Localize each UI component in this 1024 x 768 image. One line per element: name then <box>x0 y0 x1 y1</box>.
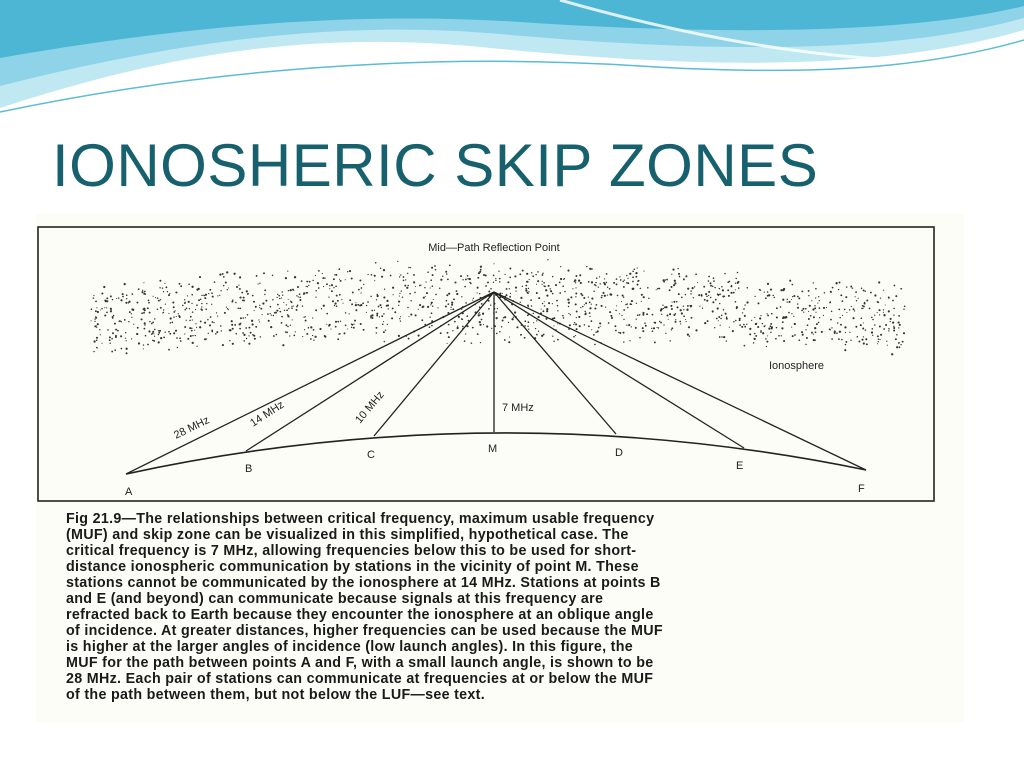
path-f-to-peak <box>494 292 866 470</box>
path-a-to-peak <box>126 292 494 474</box>
caption-line: refracted back to Earth because they encounter the ionosphere at an oblique angle <box>66 607 654 623</box>
slide-title: IONOSHERIC SKIP ZONES <box>52 132 819 199</box>
path-b-to-peak <box>246 292 494 451</box>
ionosphere-label: Ionosphere <box>769 360 825 372</box>
caption-line: stations cannot be communicated by the ionosphere at 14 MHz. Stations at points B <box>66 575 661 591</box>
caption-line: and E (and beyond) can communicate because signals at this frequency are <box>66 591 604 607</box>
skip-zone-diagram <box>36 214 964 514</box>
skip-zone-figure <box>36 214 964 722</box>
point-label-b: B <box>245 463 253 475</box>
point-label-a: A <box>125 486 133 498</box>
caption-line: (MUF) and skip zone can be visualized in this simplified, hypothetical case. The <box>66 527 629 543</box>
caption-line: 28 MHz. Each pair of stations can communicate at frequencies at or below the MUF <box>66 671 654 687</box>
freq-label-14mhz: 14 MHz <box>248 398 287 430</box>
path-c-to-peak <box>374 292 494 436</box>
caption-line: of the path between them, but not below the LUF—see text. <box>66 687 486 703</box>
ionosphere-layer <box>91 259 906 355</box>
path-e-to-peak <box>494 292 744 448</box>
figure-caption <box>66 511 946 703</box>
point-label-e: E <box>736 460 744 472</box>
freq-label-10mhz: 10 MHz <box>353 389 387 426</box>
freq-label-28mhz: 28 MHz <box>172 414 212 442</box>
caption-line: Fig 21.9—The relationships between critical frequency, maximum usable frequency <box>66 511 655 527</box>
freq-label-7mhz: 7 MHz <box>502 402 534 414</box>
caption-line: distance ionospheric communication by stations in the vicinity of point M. These <box>66 559 639 575</box>
header-wave-decoration <box>0 0 1024 120</box>
mid-path-reflection-label: Mid—Path Reflection Point <box>428 242 560 254</box>
caption-line: is higher at the larger angles of incidence (low launch angles). In this figure, the <box>66 639 633 655</box>
point-label-f: F <box>858 483 865 495</box>
caption-line: of incidence. At greater distances, higher frequencies can be used because the MUF <box>66 623 663 639</box>
point-label-d: D <box>615 447 623 459</box>
point-label-m: M <box>488 443 498 455</box>
point-label-c: C <box>367 449 375 461</box>
caption-line: critical frequency is 7 MHz, allowing frequencies below this to be used for short- <box>66 543 637 559</box>
caption-line: MUF for the path between points A and F, with a small launch angle, is shown to be <box>66 655 654 671</box>
